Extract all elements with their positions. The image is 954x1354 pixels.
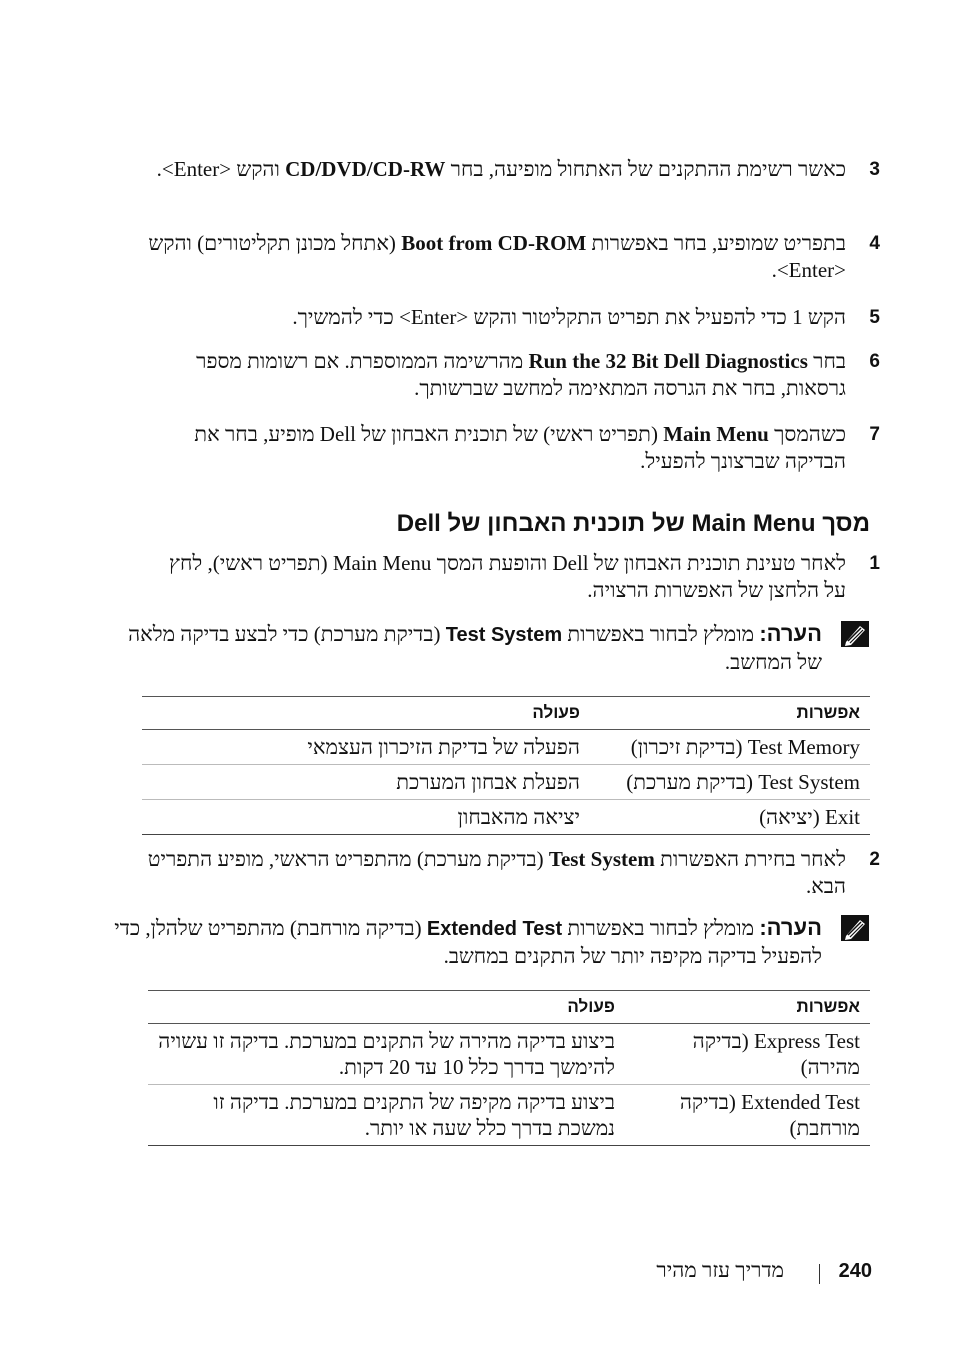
options-table-1 (142, 696, 870, 835)
note-content: מומלץ לבחור באפשרות Extended Test (בדיקה מורחבת) מהתפריט שלהלן, כדי להפעיל בדיקה מקיפה יותר של התקנים במחשב. (114, 916, 822, 968)
step-text: לאחר טעינת תוכנית האבחון של Dell והופעת המסך Main Menu (תפריט ראשי), לחץ על הלחצן של האפשרות הרצויה. (169, 551, 846, 602)
step-number: 6 (869, 351, 880, 372)
step-number: 3 (869, 159, 880, 180)
step-number: 4 (869, 233, 880, 254)
column-header-action: פעולה (142, 697, 590, 730)
note-text (110, 914, 822, 970)
table-row (142, 800, 870, 835)
option-cell: Express Test (בדיקה מהירה) (625, 1024, 870, 1085)
step-text: לאחר בחירת האפשרות Test System (בדיקת מערכת) מהתפריט הראשי, מופיע התפריט הבא. (147, 847, 846, 898)
step-number: 2 (869, 849, 880, 870)
column-header-option: אפשרות (590, 697, 870, 730)
section-title: מסך Main Menu של תוכנית האבחון של Dell (396, 510, 870, 537)
page-footer (572, 1258, 872, 1288)
table-row (142, 730, 870, 765)
action-cell: יציאה מהאבחון (142, 800, 590, 835)
step-6 (146, 348, 880, 402)
note-text (110, 620, 822, 676)
pencil-note-icon (840, 914, 870, 942)
column-header-action: פעולה (148, 991, 625, 1024)
column-header-option: אפשרות (625, 991, 870, 1024)
option-cell: Exit (יציאה) (590, 800, 870, 835)
step-4 (146, 230, 880, 284)
table-row (148, 1024, 870, 1085)
note-2 (110, 914, 870, 970)
step-number: 1 (869, 553, 880, 574)
step-number: 5 (869, 307, 880, 328)
options-table-2 (148, 990, 870, 1146)
table-row (148, 1085, 870, 1146)
action-cell: הפעלת אבחון המערכת (142, 765, 590, 800)
step-5 (146, 304, 880, 331)
footer-title: מדריך עזר מהיר (656, 1258, 784, 1282)
step-3 (146, 156, 880, 183)
action-cell: ביצוע בדיקה מהירה של התקנים במערכת. בדיקה זו עשויה להימשך בדרך כלל 10 עד 20 דקות. (148, 1024, 625, 1085)
step-text: הקש 1 כדי להפעיל את תפריט התקליטור והקש <Enter> כדי להמשיך. (292, 305, 846, 329)
step-text: כשהמסך Main Menu (תפריט ראשי) של תוכנית האבחון של Dell מופיע, בחר את הבדיקה שברצונך להפעיל. (194, 422, 846, 473)
step-text: בתפריט שמופיע, בחר באפשרות Boot from CD-ROM (אתחל מכונן תקליטורים) והקש <Enter>. (148, 231, 846, 282)
step-7 (146, 421, 880, 475)
page-number: 240 (838, 1260, 872, 1282)
note-1 (110, 620, 870, 676)
step-number: 7 (869, 424, 880, 445)
option-cell: Test Memory (בדיקת זיכרון) (590, 730, 870, 765)
action-cell: ביצוע בדיקה מקיפה של התקנים במערכת. בדיקה זו נמשכת בדרך כלל שעה או יותר. (148, 1085, 625, 1146)
pencil-note-icon (840, 620, 870, 648)
table-row (142, 765, 870, 800)
note-label: הערה: (759, 621, 822, 646)
option-cell: Test System (בדיקת מערכת) (590, 765, 870, 800)
step-text: בחר Run the 32 Bit Dell Diagnostics מהרשימה הממוספרת. אם רשומות מספר גרסאות, בחר את הגרסה המתאימה למחשב שברשותך. (196, 349, 846, 400)
step-2 (146, 846, 880, 900)
note-label: הערה: (759, 915, 822, 940)
footer-divider (819, 1264, 820, 1284)
note-content: מומלץ לבחור באפשרות Test System (בדיקת מערכת) כדי לבצע בדיקה מלאה של המחשב. (128, 622, 822, 674)
action-cell: הפעלה של בדיקת הזיכרון העצמאי (142, 730, 590, 765)
step-1 (146, 550, 880, 604)
option-cell: Extended Test (בדיקה מורחבת) (625, 1085, 870, 1146)
step-text: כאשר רשימת ההתקנים של האתחול מופיעה, בחר CD/DVD/CD-RW והקש <Enter>. (156, 157, 846, 181)
